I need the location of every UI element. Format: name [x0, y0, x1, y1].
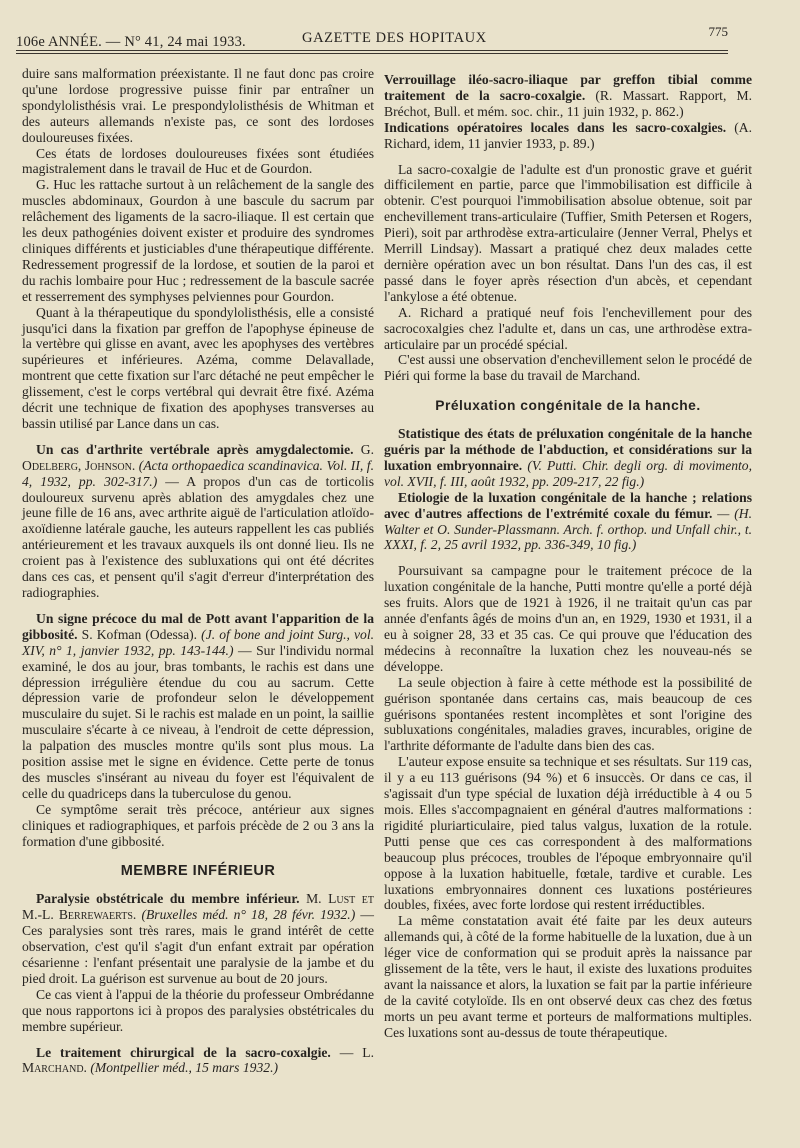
abstract-title: Paralysie obstétricale du membre inférieur.: [36, 891, 300, 907]
abstract-entry: [22, 611, 374, 802]
paragraph: G. Huc les rattache surtout à un relâchement de la sangle des muscles abdominaux, Gourdon à une bascule du sacrum par relâchement des ligaments de la sacro-iliaque. Il est certain que les deux pathogénies doivent exister et produire des syndromes cliniques différents et justiciables d'une thérapeutique différente. Redressement progressif de la lordose, et soutien de la paroi et du rachis lombaire pour Huc ; redressement de la bascule sacrée et resserrement des symphyses pelviennes pour Gourdon.: [22, 177, 374, 304]
abstract-text: — Sur l'individu normal examiné, le dos au jour, bras tombants, le rachis est dans une dépression irrégulière étendue du cou au sacrum. Cette dépression varie de profondeur selon le développement musculaire du sujet. Si le rachis est malade en un point, la saillie musculaire s'écarte à ce niveau, à l'endroit de cette dépression, la palpation des muscles montre qu'ils sont plus mous. La position assise met le signe en évidence. Cette perte de tonus des muscles s'insérant au niveau du foyer est l'équivalent de celle du quadriceps dans la tuberculose du genou.: [22, 642, 375, 801]
abstract-title: Le traitement chirurgical de la sacro-coxalgie.: [36, 1044, 331, 1060]
paragraph: La même constatation avait été faite par les deux auteurs allemands qui, à côté de la forme habituelle de la luxation, due à un léger vice de conformation qui se produit après la naissance par glissement de la tête, vers le haut, il existe des luxations produites avant la naissance et alors, la luxation se fait par la partie inférieure de la cavité cotyloïde. Ils en ont observé deux cas chez des fœtus morts un peu avant terme et porteurs de malformations multiples. Ces luxations sont au-dessus de toute thérapeutique.: [384, 913, 752, 1040]
abstract-entry: [22, 1045, 374, 1077]
abstract-title: Statistique des états de préluxation congénitale de la hanche guéris par la méthode de l'abduction, et considérations sur la luxation embryonnaire.: [384, 426, 752, 473]
abstract-title: Verrouillage iléo-sacro-iliaque par greffon tibial comme traitement de la sacro-coxalgie.: [384, 72, 752, 103]
paragraph: Ce cas vient à l'appui de la théorie du professeur Ombrédanne que nous rapportons ici à propos des paralysies obstétricales du membre supérieur.: [22, 986, 374, 1034]
paragraph: Ce symptôme serait très précoce, antérieur aux signes cliniques et radiographiques, et parfois précède de 2 ou 3 ans la formation d'une gibbosité.: [22, 801, 374, 849]
paragraph: Poursuivant sa campagne pour le traitement précoce de la luxation congénitale de la hanche, Putti montre qu'elle a porté déjà ses fruits. Alors que de 1921 à 1926, il ne traitait qu'un cas par année d'enfants âgés de moins d'un an, en 1929, 1930 et 1931, il a eu à soigner 28, 33 et 35 cas. Ce qui prouve que l'éducation des médecins à reconnaître la luxation chez les nouveau-nés se développe.: [384, 563, 752, 674]
section-heading: MEMBRE INFÉRIEUR: [120, 862, 276, 879]
abstract-title: Un signe précoce du mal de Pott avant l'apparition de la gibbosité.: [22, 610, 374, 642]
abstract-reference: (A. Richard, idem, 11 janvier 1933, p. 89.): [384, 119, 753, 151]
abstract-reference: (J. of bone and joint Surg., vol. XIV, n° 1, janvier 1932, pp. 143-144.): [22, 626, 375, 658]
abstract-entry: [384, 490, 752, 554]
abstract-reference: (V. Putti. Chir. degli org. di movimento, vol. XVII, f. III, août 1932, pp. 209-217, 22 fig.): [384, 457, 753, 489]
abstract-text: — Ces paralysies sont très rares, mais le grand intérêt de cette observation, c'est qu'il s'agit d'un enfant extrait par opération césarienne : l'enfant présentait une paralysie de la jambe et du pied droit. La guérison est survenue au bout de 20 jours.: [22, 907, 374, 986]
header-rule: [16, 50, 728, 54]
abstract-authors: — L. Marchand.: [22, 1044, 374, 1076]
paragraph: A. Richard a pratiqué neuf fois l'enchevillement pour des sacrocoxalgies chez l'adulte et, dans un cas, une arthrodèse extra-articulaire par un procédé spécial.: [384, 304, 752, 352]
abstract-reference: — (H. Walter et O. Sunder-Plassmann. Arch. f. orthop. und Unfall chir., t. XXXI, f. 2, 25 avril 1932, pp. 336-349, 10 fig.): [384, 505, 752, 553]
abstract-title: Etiologie de la luxation congénitale de la hanche ; relations avec d'autres affections de l'extrémité coxale du fémur.: [384, 489, 752, 521]
abstract-reference: (R. Massart. Rapport, M. Bréchot, Bull. et mém. soc. chir., 11 juin 1932, p. 862.): [384, 87, 752, 119]
abstract-authors: G. Odelberg, Johnson.: [22, 441, 374, 473]
issue-line: 106e ANNÉE. — N° 41, 24 mai 1933.: [16, 34, 246, 50]
paragraph: duire sans malformation préexistante. Il ne faut donc pas croire qu'une lordose progressive puisse finir par entraîner un spondylolisthésis vrai. Le prespondylolisthésis de Whitman et des auteurs allemands n'existe pas, ce sont des lordoses douloureuses fixées.: [22, 66, 374, 145]
paragraph: La seule objection à faire à cette méthode est la possibilité de guérison spontanée dans certains cas, mais beaucoup de ces guérisons spontanées restent incomplètes et sont l'origine des subluxations congénitales, maladies graves, incurables, origine de l'arthrite déformante de l'adulte dans bien des cas.: [384, 674, 752, 754]
abstract-title: Un cas d'arthrite vertébrale après amygdalectomie.: [36, 441, 354, 457]
paragraph: Ces états de lordoses douloureuses fixées sont étudiées magistralement dans le travail de Huc et de Gourdon.: [22, 145, 374, 177]
paragraph: C'est aussi une observation d'enchevillement selon le procédé de Piéri qui forme la base du travail de Marchand.: [384, 352, 752, 384]
abstract-authors: M. Lust et M.-L. Berrewaerts.: [22, 891, 374, 923]
journal-title: GAZETTE DES HOPITAUX: [302, 30, 487, 46]
section-heading: Préluxation congénitale de la hanche.: [435, 398, 701, 414]
abstract-entry: [22, 442, 374, 601]
abstract-reference: (Acta orthopaedica scandinavica. Vol. II, f. 4, 1932, pp. 302-317.): [22, 457, 374, 489]
page-number: 775: [708, 24, 728, 39]
paragraph: La sacro-coxalgie de l'adulte est d'un pronostic grave et guérit difficilement en partie, parce que l'immobilisation est difficile à obtenir. C'est pourquoi l'immobilisation absolue obtenue, soit par enchevillement trans-articulaire (Tuffier, Smith Petersen et Rogers, Pieri), soit par arthrodèse extra-articulaire (Jenner Verral, Phelys et Merrill Lindsay). Massart a pratiqué chez deux malades cette dernière opération avec un bon résultat. Dans l'un des cas, il est passé dans le foyer après résection d'un abcès, et cependant l'ankylose a été obtenue.: [384, 161, 752, 304]
right-column: [384, 72, 752, 1041]
abstract-text: — A propos d'un cas de torticolis douloureux survenu après ablation des amygdales chez une jeune fille de 16 ans, avec arthrite aiguë de l'articulation atloïdo-axoïdienne latérale gauche, les auteurs rappellent les cas publiés antérieurement et les travaux auxquels ils ont donné lieu. Ils ne croient pas à l'existence des subluxations qui ont été décrites dans ces cas, et pensent qu'il s'agit d'erreur d'interprétation des radiographies.: [22, 473, 374, 600]
paragraph: L'auteur expose ensuite sa technique et ses résultats. Sur 119 cas, il y a eu 113 guérisons (94 %) et 6 insuccès. Or dans ce cas, il s'agissait d'un type spécial de luxation déjà irréductible à 4 ou 5 mois. Elles s'accompagnaient en général d'autres malformations : rigidité pluriarticulaire, pied talus valgus, luxation de la rotule. Putti pense que ces cas correspondent à des malformations beaucoup plus précoces, troubles de l'époque embryonnaire qu'il oppose à la luxation habituelle, fœtale, tardive et curable. Les luxations embryonnaires donnent ces luxations postérieures doubles, fixées, avec forte lordose qui restent irréductibles.: [384, 754, 752, 913]
abstract-entry: [22, 891, 374, 986]
abstract-entry: [384, 72, 752, 120]
abstract-entry: [384, 426, 752, 490]
paragraph: Quant à la thérapeutique du spondylolisthésis, elle a consisté jusqu'ici dans la fixation par greffon de l'apophyse épineuse de la vertèbre qui glisse en avant, avec les apophyses des vertèbres supérieures et inférieures. Azéma, comme Delavallade, montrent que cette fixation sur l'arc détaché ne peut empêcher le glissement, c'est le corps vertébral qui devrait être fixé. Azéma décrit une technique de fixation des apophyses transverses au bassin utilisé par Lance dans un cas.: [22, 304, 374, 431]
page-header: [16, 22, 726, 52]
abstract-entry: [384, 120, 752, 152]
left-column: [22, 66, 374, 1076]
abstract-reference: (Bruxelles méd. n° 18, 28 févr. 1932.): [141, 907, 356, 923]
abstract-reference: (Montpellier méd., 15 mars 1932.): [90, 1060, 278, 1076]
abstract-title: Indications opératoires locales dans les sacro-coxalgies.: [384, 119, 727, 135]
abstract-authors: S. Kofman (Odessa).: [81, 626, 198, 642]
